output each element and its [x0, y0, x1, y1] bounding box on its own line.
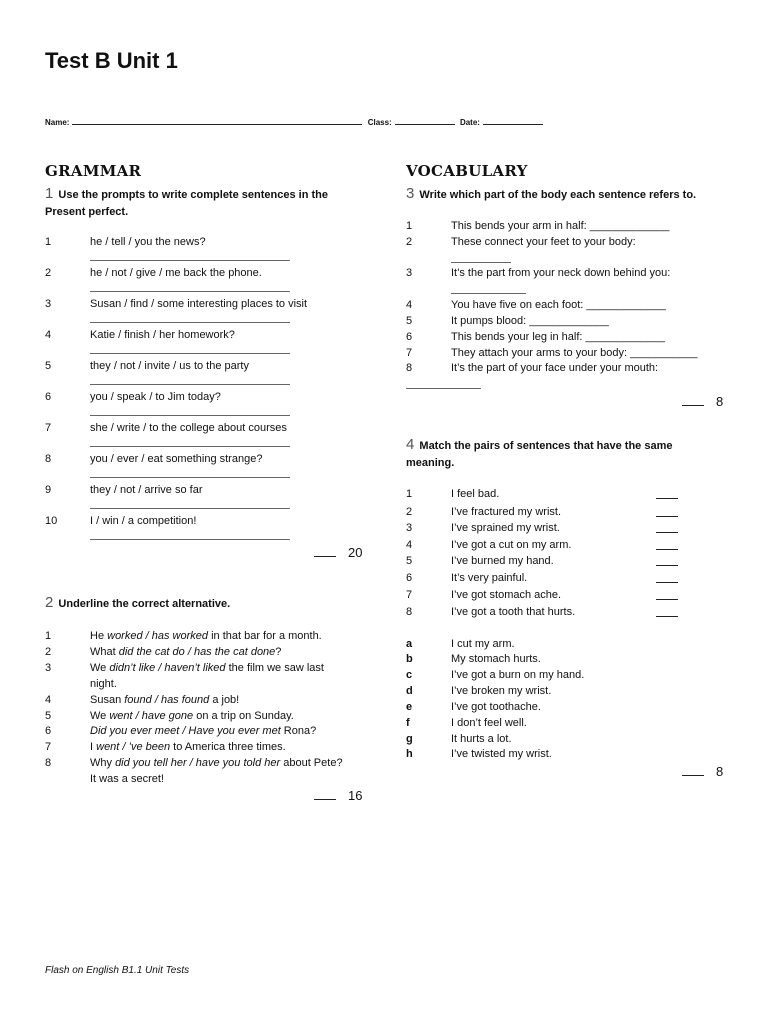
item-clue: This bends your leg in half: _____________: [451, 331, 666, 343]
exercise-2-instruction: [45, 594, 345, 613]
option-letter: g: [406, 733, 413, 745]
item-prompt: they / not / invite / us to the party: [90, 360, 249, 372]
sentence-start: Susan: [90, 694, 125, 706]
item-number: 9: [45, 484, 52, 496]
item-sentence: I’ve fractured my wrist.: [451, 506, 562, 518]
alternatives[interactable]: went / ’ve been: [96, 741, 171, 753]
class-field[interactable]: [395, 117, 455, 125]
item-number: 5: [406, 555, 413, 567]
sentence-start: Why: [90, 757, 116, 769]
exercise-1-text: Use the prompts to write complete sentences in the Present perfect.: [45, 189, 328, 218]
item-number: 5: [45, 710, 52, 722]
item-prompt: you / speak / to Jim today?: [90, 391, 221, 403]
list-item: [45, 298, 308, 326]
option-sentence: It hurts a lot.: [451, 733, 512, 745]
list-item: [406, 267, 716, 285]
answer-line[interactable]: [451, 293, 526, 294]
score-total: 8: [716, 394, 724, 409]
exercise-2-text: Underline the correct alternative.: [58, 598, 231, 610]
sentence-start: We: [90, 710, 110, 722]
list-item: [45, 236, 305, 264]
item-clue: This bends your arm in half: _____________: [451, 220, 670, 232]
page-title: Test B Unit 1: [45, 48, 178, 73]
item-number: 2: [45, 646, 52, 658]
answer-line[interactable]: [90, 291, 290, 292]
item-number: 4: [45, 694, 52, 706]
exercise-4-score: [682, 764, 723, 779]
student-info: [45, 117, 546, 127]
item-number: 8: [45, 757, 52, 769]
list-item: [45, 391, 305, 419]
answer-line[interactable]: [90, 446, 290, 447]
item-sentence: I feel bad.: [451, 488, 500, 500]
item-number: 3: [45, 298, 52, 310]
item-number: 7: [406, 589, 413, 601]
sentence-end: about Pete?: [280, 757, 343, 769]
score-total: 20: [348, 545, 363, 560]
answer-line[interactable]: [90, 260, 290, 261]
option-sentence: I’ve twisted my wrist.: [451, 748, 552, 760]
list-item: [406, 236, 716, 254]
score-total: 16: [348, 788, 363, 803]
sentence-start: I: [90, 741, 97, 753]
item-number: 1: [45, 630, 52, 642]
option-sentence: I cut my arm.: [451, 638, 515, 650]
list-item: [406, 506, 686, 522]
exercise-3-score: [682, 394, 723, 409]
name-label: Name:: [45, 118, 70, 127]
item-sentence: [90, 630, 322, 642]
match-blank[interactable]: [656, 599, 678, 600]
list-item: [406, 589, 686, 605]
item-number: 4: [406, 539, 413, 551]
list-item: [406, 572, 686, 588]
name-field[interactable]: [72, 117, 362, 125]
item-prompt: he / tell / you the news?: [90, 236, 206, 248]
item-sentence: It’s very painful.: [451, 572, 528, 584]
item-clue: These connect your feet to your body:: [451, 236, 636, 248]
option-letter: e: [406, 701, 413, 713]
item-number: 6: [45, 725, 52, 737]
match-blank[interactable]: [656, 549, 678, 550]
sentence-end: the film we saw last: [225, 662, 324, 674]
answer-line[interactable]: [90, 415, 290, 416]
list-item: [45, 267, 305, 295]
score-blank[interactable]: [682, 775, 704, 776]
match-blank[interactable]: [656, 565, 678, 566]
option-sentence: I’ve got a burn on my hand.: [451, 669, 585, 681]
list-item: [45, 360, 305, 388]
alternatives[interactable]: went / have gone: [109, 710, 194, 722]
item-sentence: [90, 741, 286, 753]
item-sentence: I’ve sprained my wrist.: [451, 522, 560, 534]
list-item: [406, 606, 686, 622]
exercise-3-instruction: [406, 185, 726, 204]
match-blank[interactable]: [656, 498, 678, 499]
option-letter: b: [406, 653, 413, 665]
item-number: 3: [406, 522, 413, 534]
footer: Flash on English B1.1 Unit Tests: [45, 965, 190, 976]
exercise-4-number: 4: [406, 436, 415, 453]
item-prompt: Katie / finish / her homework?: [90, 329, 235, 341]
item-sentence: [90, 694, 239, 706]
item-clue: It pumps blood: _____________: [451, 315, 609, 327]
item-number: 1: [45, 236, 52, 248]
item-number: 6: [406, 331, 413, 343]
list-item: [406, 362, 716, 380]
item-number: 8: [406, 362, 413, 374]
match-blank[interactable]: [656, 616, 678, 617]
list-item: [406, 522, 686, 538]
exercise-2-number: 2: [45, 594, 54, 611]
sentence-start: He: [90, 630, 108, 642]
match-blank[interactable]: [656, 516, 678, 517]
sentence-end: on a trip on Sunday.: [193, 710, 294, 722]
option-sentence: I’ve broken my wrist.: [451, 685, 552, 697]
item-number: 2: [406, 506, 413, 518]
vocabulary-heading: VOCABULARY: [406, 162, 528, 180]
item-prompt: she / write / to the college about courses: [90, 422, 287, 434]
exercise-1-instruction: [45, 185, 345, 221]
match-blank[interactable]: [656, 532, 678, 533]
list-item: [406, 488, 686, 504]
item-sentence: I’ve got stomach ache.: [451, 589, 562, 601]
item-sentence: [90, 757, 343, 769]
list-item: [45, 329, 305, 357]
score-blank[interactable]: [682, 405, 704, 406]
item-sentence: I’ve got a cut on my arm.: [451, 539, 572, 551]
alternatives[interactable]: did the cat do / has the cat done: [118, 646, 276, 658]
list-item: [45, 453, 305, 481]
sentence-end: to America three times.: [170, 741, 286, 753]
item-number: 4: [45, 329, 52, 341]
answer-line[interactable]: [90, 353, 290, 354]
alternatives[interactable]: did you tell her / have you told her: [115, 757, 281, 769]
match-blank[interactable]: [656, 582, 678, 583]
sentence-start: What: [90, 646, 119, 658]
exercise-2-score: [314, 788, 362, 803]
exercise-3-text: Write which part of the body each sentence refers to.: [419, 189, 697, 201]
sentence-start: We: [90, 662, 110, 674]
answer-line[interactable]: [406, 388, 481, 389]
item-sentence: [90, 710, 294, 722]
sentence-end: ?: [275, 646, 282, 658]
item-prompt: I / win / a competition!: [90, 515, 197, 527]
class-label: Class:: [367, 118, 392, 127]
item-number: 7: [45, 741, 52, 753]
list-item: [45, 515, 305, 543]
item-number: 4: [406, 299, 413, 311]
option-letter: a: [406, 638, 413, 650]
date-field[interactable]: [483, 117, 543, 125]
sentence-continuation: It was a secret!: [90, 773, 164, 785]
item-number: 8: [45, 453, 52, 465]
alternatives[interactable]: worked / has worked: [107, 630, 209, 642]
item-sentence: [90, 646, 281, 658]
item-number: 2: [45, 267, 52, 279]
alternatives[interactable]: Did you ever meet / Have you ever met: [90, 725, 281, 737]
item-number: 6: [406, 572, 413, 584]
item-number: 7: [45, 422, 52, 434]
item-clue: It’s the part from your neck down behind you:: [451, 267, 671, 279]
answer-line[interactable]: [90, 384, 290, 385]
item-prompt: you / ever / eat something strange?: [90, 453, 263, 465]
item-number: 3: [45, 662, 52, 674]
answer-line[interactable]: [451, 262, 511, 263]
item-prompt: Susan / find / some interesting places to visit: [90, 298, 308, 310]
option-sentence: I don’t feel well.: [451, 717, 527, 729]
item-number: 1: [406, 220, 413, 232]
sentence-continuation: night.: [90, 678, 117, 690]
option-letter: c: [406, 669, 413, 681]
score-blank[interactable]: [314, 799, 336, 800]
answer-line[interactable]: [90, 539, 290, 540]
list-item: [45, 422, 305, 450]
item-clue: It’s the part of your face under your mouth:: [451, 362, 659, 374]
item-sentence: I’ve burned my hand.: [451, 555, 554, 567]
exercise-4-text: Match the pairs of sentences that have the same meaning.: [406, 440, 673, 469]
option-sentence: My stomach hurts.: [451, 653, 541, 665]
option-letter: f: [406, 717, 410, 729]
answer-line[interactable]: [90, 322, 290, 323]
answer-line[interactable]: [90, 508, 290, 509]
option-letter: h: [406, 748, 413, 760]
exercise-1-number: 1: [45, 185, 54, 202]
grammar-heading: GRAMMAR: [45, 162, 142, 180]
item-sentence: [90, 662, 324, 674]
option-sentence: I’ve got toothache.: [451, 701, 541, 713]
alternatives[interactable]: didn’t like / haven’t liked: [109, 662, 226, 674]
list-item: [406, 555, 686, 571]
sentence-end: Rona?: [280, 725, 317, 737]
score-blank[interactable]: [314, 556, 336, 557]
list-item: [406, 539, 686, 555]
item-number: 7: [406, 347, 413, 359]
item-sentence: I’ve got a tooth that hurts.: [451, 606, 576, 618]
item-number: 10: [45, 515, 58, 527]
item-prompt: he / not / give / me back the phone.: [90, 267, 262, 279]
sentence-end: a job!: [209, 694, 240, 706]
answer-line[interactable]: [90, 477, 290, 478]
list-item: [45, 484, 305, 512]
exercise-1-score: [314, 545, 362, 560]
sentence-end: in that bar for a month.: [208, 630, 322, 642]
option-letter: d: [406, 685, 413, 697]
alternatives[interactable]: found / has found: [124, 694, 210, 706]
item-sentence: [90, 725, 316, 737]
item-prompt: they / not / arrive so far: [90, 484, 203, 496]
item-number: 8: [406, 606, 413, 618]
item-clue: They attach your arms to your body: ___________: [451, 347, 698, 359]
date-label: Date:: [459, 118, 480, 127]
item-number: 6: [45, 391, 52, 403]
item-number: 2: [406, 236, 413, 248]
score-total: 8: [716, 764, 724, 779]
item-number: 5: [45, 360, 52, 372]
exercise-3-number: 3: [406, 185, 415, 202]
exercise-4-instruction: [406, 436, 706, 472]
item-number: 1: [406, 488, 413, 500]
item-clue: You have five on each foot: _____________: [451, 299, 666, 311]
item-number: 5: [406, 315, 413, 327]
item-number: 3: [406, 267, 413, 279]
